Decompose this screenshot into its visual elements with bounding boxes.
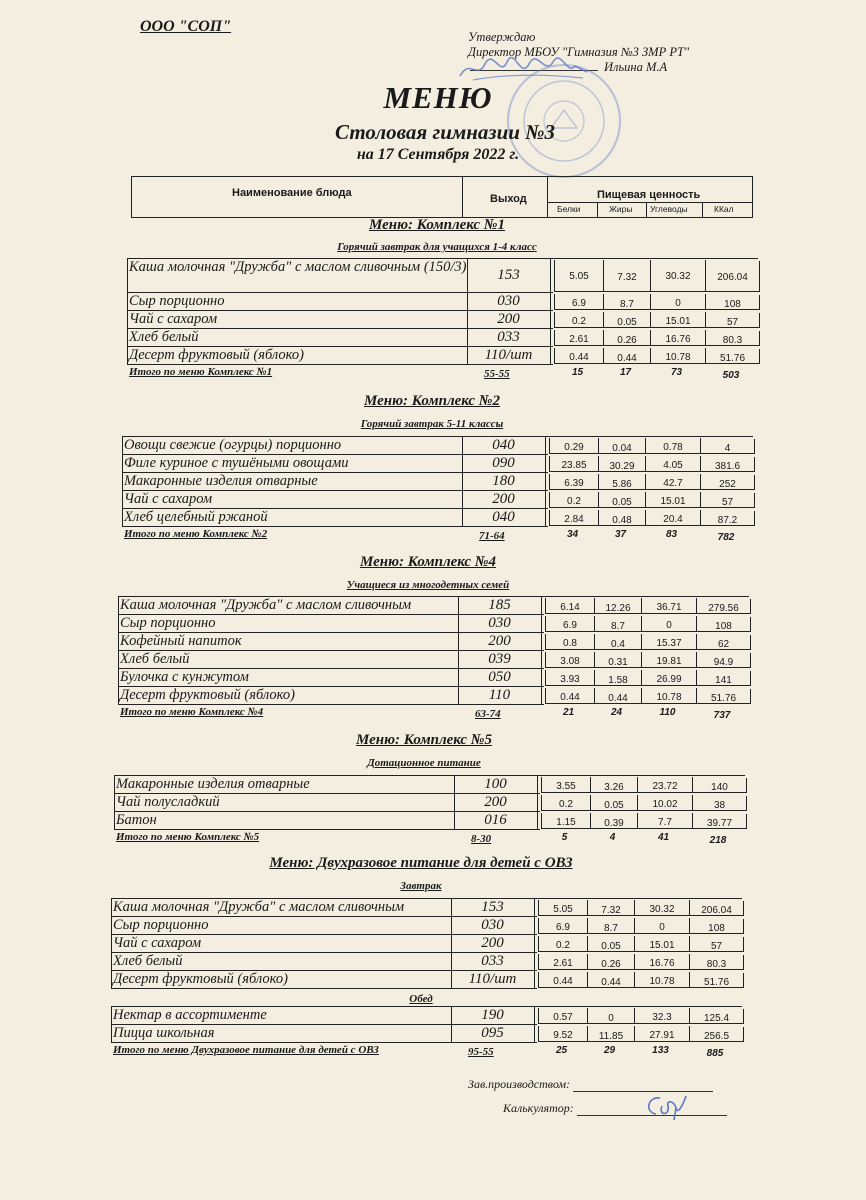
dish-name: Булочка с кунжутом <box>119 669 459 686</box>
fat-value: 0.04 <box>598 439 646 454</box>
fat-value: 0.05 <box>598 493 646 508</box>
organization-name: ООО "СОП" <box>140 18 232 35</box>
total-label: Итого по меню Комплекс №4 <box>120 706 264 718</box>
footer-calculator <box>503 1101 727 1116</box>
table-row <box>119 687 737 705</box>
total-output: 8-30 <box>471 833 492 845</box>
dish-name: Батон <box>115 812 455 829</box>
table-row <box>119 615 732 633</box>
total-output: 55-55 <box>484 368 510 380</box>
dish-name: Хлеб белый <box>128 329 468 346</box>
total-carbs: 133 <box>652 1045 669 1056</box>
section-5-subtitle-2: Обед <box>409 993 433 1005</box>
carbs-value: 42.7 <box>645 474 701 490</box>
kcal-value: 51.76 <box>696 689 751 704</box>
approval-line-1: Утверждаю <box>468 30 536 44</box>
total-output: 63-74 <box>475 708 501 720</box>
page-title: МЕНЮ <box>383 80 493 115</box>
footer-calculator-label: Калькулятор: <box>503 1101 574 1115</box>
fat-value: 0.05 <box>590 796 638 811</box>
table-row <box>112 917 725 935</box>
table-row <box>123 509 738 527</box>
total-output: 95-55 <box>468 1046 494 1058</box>
total-fat: 4 <box>609 832 616 843</box>
section-2-total-row <box>124 528 754 542</box>
kcal-value: 94.9 <box>696 653 751 668</box>
kcal-value: 62 <box>696 635 751 650</box>
dish-output: 153 <box>467 259 551 292</box>
section-3-title: Меню: Комплекс №4 <box>360 554 496 570</box>
total-kcal: 782 <box>717 532 735 543</box>
total-protein: 21 <box>562 707 575 718</box>
carbs-value: 7.7 <box>637 813 693 829</box>
dish-name: Чай с сахаром <box>128 311 468 328</box>
section-4-total-row <box>116 831 746 845</box>
carbs-value: 0 <box>641 616 697 632</box>
carbs-value: 10.78 <box>650 348 706 364</box>
header-kcal: ККал <box>714 204 734 214</box>
carbs-value: 0 <box>634 918 690 934</box>
protein-value: 3.93 <box>545 670 595 686</box>
dish-name: Сыр порционно <box>119 615 459 632</box>
header-dish: Наименование блюда <box>232 187 352 199</box>
fat-value: 0.26 <box>603 331 651 346</box>
carbs-value: 10.78 <box>634 972 690 988</box>
carbs-value: 15.37 <box>641 634 697 650</box>
protein-value: 5.05 <box>554 260 604 292</box>
protein-value: 6.9 <box>538 918 588 934</box>
kcal-value: 141 <box>696 671 751 686</box>
dish-output: 185 <box>458 597 542 614</box>
section-4-subtitle: Дотационное питание <box>367 757 481 769</box>
protein-value: 0.57 <box>538 1008 588 1024</box>
kcal-value: 57 <box>705 313 760 328</box>
table-row <box>112 899 732 917</box>
protein-value: 0.2 <box>554 312 604 328</box>
protein-value: 2.61 <box>554 330 604 346</box>
calculator-signature-icon <box>640 1092 690 1122</box>
protein-value: 0.2 <box>541 795 591 811</box>
protein-value: 0.44 <box>545 688 595 704</box>
fat-value: 3.26 <box>590 778 638 793</box>
carbs-value: 30.32 <box>650 260 706 292</box>
table-row <box>112 1025 730 1043</box>
protein-value: 6.39 <box>549 474 599 490</box>
dish-output: 180 <box>462 473 546 490</box>
total-label: Итого по меню Комплекс №2 <box>124 528 268 540</box>
table-row <box>128 329 743 347</box>
dish-output: 200 <box>458 633 542 650</box>
fat-value: 0 <box>587 1009 635 1024</box>
carbs-value: 19.81 <box>641 652 697 668</box>
dish-output: 110 <box>458 687 542 704</box>
dish-output: 033 <box>467 329 551 346</box>
total-kcal: 503 <box>722 370 740 381</box>
protein-value: 9.52 <box>538 1026 588 1042</box>
fat-value: 0.4 <box>594 635 642 650</box>
fat-value: 0.44 <box>594 689 642 704</box>
protein-value: 6.9 <box>554 294 604 310</box>
section-3-subtitle: Учащиеся из многодетных семей <box>346 579 510 591</box>
dish-name: Каша молочная "Дружба" с маслом сливочным (150/3) <box>128 259 468 292</box>
dish-name: Чай с сахаром <box>112 935 452 952</box>
protein-value: 0.2 <box>549 492 599 508</box>
dish-name: Десерт фруктовый (яблоко) <box>112 971 452 988</box>
carbs-value: 4.05 <box>645 456 701 472</box>
protein-value: 0.29 <box>549 438 599 454</box>
dish-output: 016 <box>454 812 538 829</box>
dish-name: Десерт фруктовый (яблоко) <box>128 347 468 364</box>
protein-value: 5.05 <box>538 900 588 916</box>
table-header <box>131 176 753 218</box>
carbs-value: 27.91 <box>634 1026 690 1042</box>
fat-value: 12.26 <box>594 599 642 614</box>
carbs-value: 0.78 <box>645 438 701 454</box>
table-row <box>119 669 732 687</box>
section-5-table <box>111 898 742 989</box>
protein-value: 3.55 <box>541 777 591 793</box>
section-5-subtitle: Завтрак <box>400 880 442 892</box>
table-row <box>123 455 741 473</box>
kcal-value: 108 <box>689 919 744 934</box>
dish-name: Овощи свежие (огурцы) порционно <box>123 437 463 454</box>
kcal-value: 252 <box>700 475 755 490</box>
dish-output: 040 <box>462 437 546 454</box>
kcal-value: 140 <box>692 778 747 793</box>
total-label: Итого по меню Комплекс №5 <box>116 831 260 843</box>
dish-name: Макаронные изделия отварные <box>115 776 455 793</box>
approval-name: Ильина М.А <box>604 60 668 74</box>
total-protein: 25 <box>555 1045 568 1056</box>
protein-value: 0.8 <box>545 634 595 650</box>
dish-output: 110/шт <box>451 971 535 988</box>
section-1-subtitle: Горячий завтрак для учащихся 1-4 класс <box>337 241 537 253</box>
dish-output: 153 <box>451 899 535 916</box>
section-5-lunch-table <box>111 1006 742 1043</box>
dish-name: Хлеб белый <box>119 651 459 668</box>
approval-line-2: Директор МБОУ "Гимназия №3 ЗМР РТ" <box>468 45 690 59</box>
fat-value: 0.05 <box>603 313 651 328</box>
kcal-value: 256.5 <box>689 1027 744 1042</box>
fat-value: 0.26 <box>587 955 635 970</box>
footer-production <box>468 1077 713 1092</box>
carbs-value: 32.3 <box>634 1008 690 1024</box>
section-2-table <box>122 436 753 527</box>
table-row <box>115 812 733 830</box>
carbs-value: 0 <box>650 294 706 310</box>
protein-value: 23.85 <box>549 456 599 472</box>
table-row <box>128 293 741 311</box>
fat-value: 1.58 <box>594 671 642 686</box>
footer-production-label: Зав.производством: <box>468 1077 571 1091</box>
total-carbs: 83 <box>665 529 678 540</box>
kcal-value: 80.3 <box>689 955 744 970</box>
kcal-value: 38 <box>692 796 747 811</box>
dish-output: 200 <box>467 311 551 328</box>
dish-name: Пицца школьная <box>112 1025 452 1042</box>
menu-date: на 17 Сентября 2022 г. <box>356 146 520 163</box>
fat-value: 5.86 <box>598 475 646 490</box>
table-row <box>119 633 730 651</box>
kcal-value: 87.2 <box>700 511 755 526</box>
table-row <box>119 597 739 615</box>
dish-output: 100 <box>454 776 538 793</box>
dish-output: 050 <box>458 669 542 686</box>
protein-value: 0.2 <box>538 936 588 952</box>
dish-name: Чай с сахаром <box>123 491 463 508</box>
dish-name: Филе куриное с тушёными овощами <box>123 455 463 472</box>
table-row <box>123 437 731 455</box>
table-row <box>112 953 727 971</box>
dish-output: 090 <box>462 455 546 472</box>
section-5-total-row <box>113 1044 743 1058</box>
total-output: 71-64 <box>479 530 505 542</box>
carbs-value: 15.01 <box>650 312 706 328</box>
dish-output: 030 <box>458 615 542 632</box>
carbs-value: 16.76 <box>634 954 690 970</box>
kcal-value: 125.4 <box>689 1009 744 1024</box>
fat-value: 11.85 <box>587 1027 635 1042</box>
carbs-value: 15.01 <box>634 936 690 952</box>
protein-value: 2.84 <box>549 510 599 526</box>
table-row <box>119 651 734 669</box>
table-row <box>115 794 726 812</box>
dish-name: Десерт фруктовый (яблоко) <box>119 687 459 704</box>
header-protein: Белки <box>557 204 581 214</box>
carbs-value: 36.71 <box>641 598 697 614</box>
dish-name: Каша молочная "Дружба" с маслом сливочным <box>119 597 459 614</box>
protein-value: 2.61 <box>538 954 588 970</box>
kcal-value: 381.6 <box>700 457 755 472</box>
dish-name: Хлеб белый <box>112 953 452 970</box>
dish-output: 030 <box>451 917 535 934</box>
section-3-table <box>118 596 749 705</box>
total-label: Итого по меню Комплекс №1 <box>129 366 273 378</box>
fat-value: 0.39 <box>590 814 638 829</box>
carbs-value: 23.72 <box>637 777 693 793</box>
carbs-value: 20.4 <box>645 510 701 526</box>
table-row <box>123 473 736 491</box>
kcal-value: 39.77 <box>692 814 747 829</box>
fat-value: 30.29 <box>598 457 646 472</box>
total-fat: 29 <box>603 1045 616 1056</box>
dish-name: Сыр порционно <box>128 293 468 310</box>
fat-value: 0.31 <box>594 653 642 668</box>
dish-output: 030 <box>467 293 551 310</box>
carbs-value: 15.01 <box>645 492 701 508</box>
table-row <box>128 347 746 365</box>
protein-value: 3.08 <box>545 652 595 668</box>
dish-output: 190 <box>451 1007 535 1024</box>
fat-value: 8.7 <box>587 919 635 934</box>
dish-output: 033 <box>451 953 535 970</box>
header-output: Выход <box>490 193 527 205</box>
protein-value: 0.44 <box>554 348 604 364</box>
header-nutrition: Пищевая ценность <box>597 189 701 201</box>
dish-output: 110/шт <box>467 347 551 364</box>
total-carbs: 73 <box>670 367 683 378</box>
kcal-value: 108 <box>705 295 760 310</box>
table-row <box>112 971 730 989</box>
kcal-value: 206.04 <box>705 261 760 292</box>
kcal-value: 80.3 <box>705 331 760 346</box>
section-3-total-row <box>120 706 750 720</box>
dish-name: Каша молочная "Дружба" с маслом сливочным <box>112 899 452 916</box>
fat-value: 8.7 <box>603 295 651 310</box>
fat-value: 0.44 <box>603 349 651 364</box>
fat-value: 7.32 <box>587 901 635 916</box>
dish-name: Хлеб целебный ржаной <box>123 509 463 526</box>
kcal-value: 4 <box>700 439 755 454</box>
total-kcal: 737 <box>713 710 731 721</box>
fat-value: 0.48 <box>598 511 646 526</box>
protein-value: 0.44 <box>538 972 588 988</box>
kcal-value: 57 <box>689 937 744 952</box>
kcal-value: 51.76 <box>705 349 760 364</box>
total-fat: 17 <box>619 367 632 378</box>
total-carbs: 110 <box>659 707 676 718</box>
dish-output: 200 <box>462 491 546 508</box>
fat-value: 0.44 <box>587 973 635 988</box>
carbs-value: 30.32 <box>634 900 690 916</box>
header-carbs: Углеводы <box>650 204 688 214</box>
section-5-title: Меню: Двухразовое питание для детей с ОВЗ <box>269 855 573 871</box>
section-2-title: Меню: Комплекс №2 <box>364 393 500 409</box>
kcal-value: 279.56 <box>696 599 751 614</box>
total-protein: 15 <box>571 367 584 378</box>
dish-name: Макаронные изделия отварные <box>123 473 463 490</box>
carbs-value: 16.76 <box>650 330 706 346</box>
total-protein: 34 <box>566 529 579 540</box>
section-4-title: Меню: Комплекс №5 <box>356 732 492 748</box>
dish-name: Нектар в ассортименте <box>112 1007 452 1024</box>
carbs-value: 10.02 <box>637 795 693 811</box>
total-carbs: 41 <box>657 832 670 843</box>
table-row <box>128 259 748 293</box>
table-row <box>115 776 728 794</box>
kcal-value: 51.76 <box>689 973 744 988</box>
protein-value: 6.9 <box>545 616 595 632</box>
total-kcal: 885 <box>706 1048 724 1059</box>
fat-value: 7.32 <box>603 261 651 292</box>
dish-output: 039 <box>458 651 542 668</box>
table-row <box>123 491 734 509</box>
protein-value: 1.15 <box>541 813 591 829</box>
carbs-value: 26.99 <box>641 670 697 686</box>
dish-name: Чай полусладкий <box>115 794 455 811</box>
fat-value: 0.05 <box>587 937 635 952</box>
section-4-table <box>114 775 745 830</box>
total-protein: 5 <box>561 832 568 843</box>
total-fat: 24 <box>610 707 623 718</box>
table-row <box>128 311 739 329</box>
header-fat: Жиры <box>609 204 633 214</box>
dish-name: Кофейный напиток <box>119 633 459 650</box>
fat-value: 8.7 <box>594 617 642 632</box>
total-kcal: 218 <box>709 835 727 846</box>
dish-name: Сыр порционно <box>112 917 452 934</box>
page-subtitle: Столовая гимназии №3 <box>335 120 555 144</box>
dish-output: 040 <box>462 509 546 526</box>
kcal-value: 57 <box>700 493 755 508</box>
table-row <box>112 935 723 953</box>
dish-output: 200 <box>451 935 535 952</box>
dish-output: 200 <box>454 794 538 811</box>
protein-value: 6.14 <box>545 598 595 614</box>
kcal-value: 108 <box>696 617 751 632</box>
section-1-total-row <box>129 366 759 380</box>
section-1-table <box>127 258 758 365</box>
section-2-subtitle: Горячий завтрак 5-11 классы <box>360 418 504 430</box>
dish-output: 095 <box>451 1025 535 1042</box>
section-1-title: Меню: Комплекс №1 <box>369 217 505 233</box>
table-row <box>112 1007 730 1025</box>
kcal-value: 206.04 <box>689 901 744 916</box>
total-fat: 37 <box>614 529 627 540</box>
total-label: Итого по меню Двухразовое питание для детей с ОВЗ <box>113 1044 379 1056</box>
carbs-value: 10.78 <box>641 688 697 704</box>
